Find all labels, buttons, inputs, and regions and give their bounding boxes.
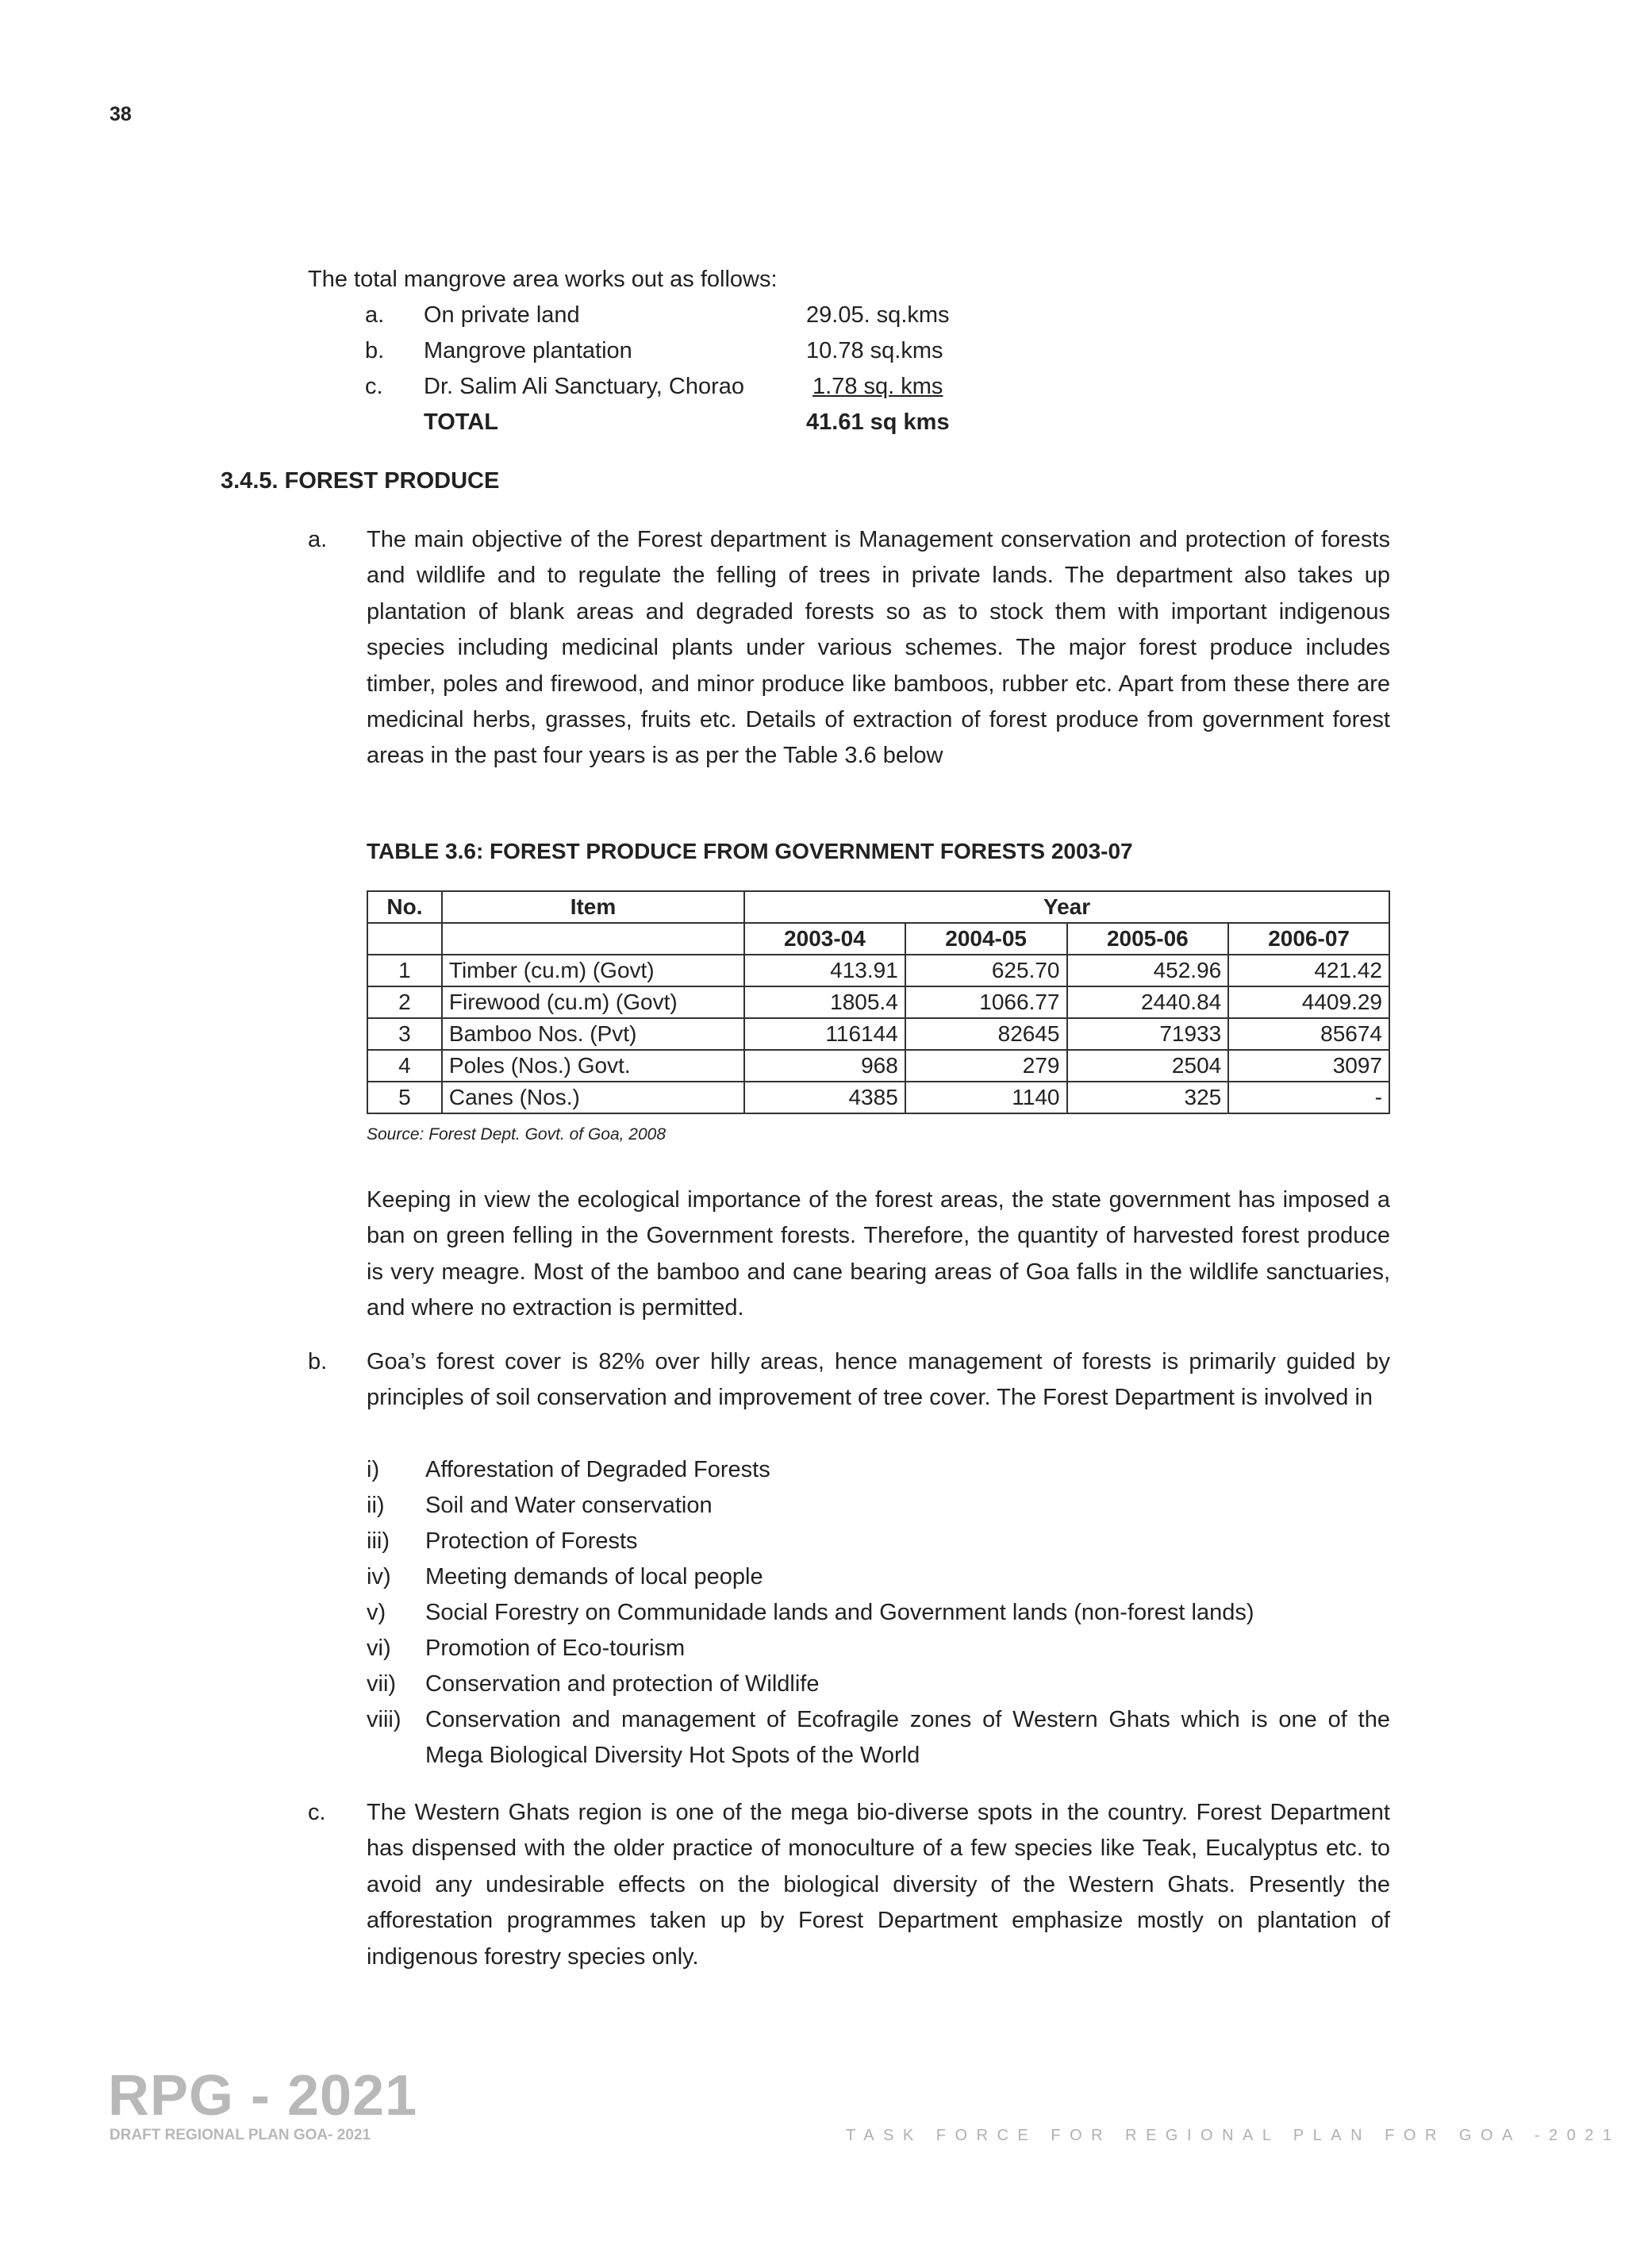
header-year-cell: 2005-06 <box>1067 923 1229 955</box>
list-item-text: Social Forestry on Communidade lands and Government lands (non-forest lands) <box>425 1600 1254 1625</box>
footer-subtitle: DRAFT REGIONAL PLAN GOA- 2021 <box>109 2127 371 2143</box>
table-row <box>367 955 1389 986</box>
row-value: 421.42 <box>1228 955 1389 986</box>
list-item-text: Afforestation of Degraded Forests <box>425 1457 770 1482</box>
row-value: 452.96 <box>1067 955 1229 986</box>
mangrove-intro: The total mangrove area works out as follows: <box>308 267 778 292</box>
row-value: 71933 <box>1067 1018 1229 1050</box>
row-label: Mangrove plantation <box>424 338 632 363</box>
row-value: 968 <box>744 1050 905 1082</box>
row-value: - <box>1228 1082 1389 1113</box>
row-marker: a. <box>365 302 385 328</box>
row-no: 5 <box>367 1082 442 1113</box>
table-row <box>367 1082 1389 1113</box>
row-item: Timber (cu.m) (Govt) <box>442 955 744 986</box>
row-item: Bamboo Nos. (Pvt) <box>442 1018 744 1050</box>
header-year-cell: 2004-05 <box>905 923 1067 955</box>
list-item-number: ii) <box>367 1493 385 1518</box>
list-item-text: Promotion of Eco-tourism <box>425 1636 686 1661</box>
para-after-table: Keeping in view the ecological importance of the forest areas, the state government has imposed a ban on green felling in the Government forests. Therefore, the quantity of harvested forest produce is very meagre. Most of the bamboo and cane bearing areas of Goa falls in the wildlife sanctuaries, and where no extraction is permitted. <box>367 1187 1390 1321</box>
para-a-text: The main objective of the Forest department is Management conservation and protection of forests and wildlife and to regulate the felling of trees in private lands. The department also takes up plantation of blank areas and degraded forests so as to stock them with important indigenous species including medicinal plants under various schemes. The major forest produce includes timber, poles and firewood, and minor produce like bamboos, rubber etc. Apart from these there are medicinal herbs, grasses, fruits etc. Details of extraction of forest produce from government forest areas in the past four years is as per the Table 3.6 below <box>367 527 1390 769</box>
para-b-text: Goa’s forest cover is 82% over hilly areas, hence management of forests is primarily guided by principles of soil conservation and improvement of tree cover. The Forest Department is involved in <box>367 1349 1390 1411</box>
mangrove-total-row <box>365 405 1000 440</box>
row-no: 3 <box>367 1018 442 1050</box>
section-heading: 3.4.5. FOREST PRODUCE <box>221 468 500 494</box>
row-item: Firewood (cu.m) (Govt) <box>442 986 744 1018</box>
row-value: 1140 <box>905 1082 1067 1113</box>
header-empty <box>367 923 442 955</box>
table-title: TABLE 3.6: FOREST PRODUCE FROM GOVERNMENT FORESTS 2003-07 <box>367 839 1133 863</box>
list-item-number: v) <box>367 1600 386 1625</box>
row-value: 3097 <box>1228 1050 1389 1082</box>
header-year-cell: 2006-07 <box>1228 923 1389 955</box>
row-value: 85674 <box>1228 1018 1389 1050</box>
para-b-marker: b. <box>308 1349 328 1374</box>
list-item-number: iii) <box>367 1528 390 1554</box>
list-item-text: Soil and Water conservation <box>425 1493 713 1518</box>
row-no: 1 <box>367 955 442 986</box>
footer-logo: RPG - 2021 <box>108 2064 418 2128</box>
row-value: 4409.29 <box>1228 986 1389 1018</box>
mangrove-row <box>365 333 1000 369</box>
para-a-marker: a. <box>308 527 328 552</box>
list-item-number: vii) <box>367 1671 397 1697</box>
header-item: Item <box>442 891 744 923</box>
mangrove-row <box>365 369 1000 405</box>
row-value: 1805.4 <box>744 986 905 1018</box>
table-year-row <box>367 923 1389 955</box>
list-item-text: Meeting demands of local people <box>425 1564 763 1590</box>
row-value: 29.05. sq.kms <box>806 302 950 328</box>
row-value: 1.78 sq. kms <box>812 374 943 399</box>
list-item-number: viii) <box>367 1707 401 1732</box>
row-value: 1066.77 <box>905 986 1067 1018</box>
header-year: Year <box>744 891 1389 923</box>
row-value: 116144 <box>744 1018 905 1050</box>
header-no: No. <box>367 891 442 923</box>
row-value: 325 <box>1067 1082 1229 1113</box>
row-value: 10.78 sq.kms <box>806 338 943 363</box>
list-item-number: i) <box>367 1457 380 1482</box>
page-number: 38 <box>109 103 132 125</box>
table-row <box>367 1018 1389 1050</box>
total-label: TOTAL <box>424 409 498 435</box>
header-year-cell: 2003-04 <box>744 923 905 955</box>
row-no: 4 <box>367 1050 442 1082</box>
row-value: 2504 <box>1067 1050 1229 1082</box>
table-row <box>367 986 1389 1018</box>
list-item-text: Conservation and management of Ecofragile zones of Western Ghats which is one of the Mega Biological Diversity Hot Spots of the World <box>425 1707 1390 1769</box>
row-no: 2 <box>367 986 442 1018</box>
para-c-text: The Western Ghats region is one of the mega bio-diverse spots in the country. Forest Department has dispensed with the older practice of monoculture of a few species like Teak, Eucalyptus etc. to avoid any undesirable effects on the biological diversity of the Western Ghats. Presently the afforestation programmes taken up by Forest Department emphasize mostly on plantation of indigenous forestry species only. <box>367 1800 1390 1970</box>
table-row <box>367 1050 1389 1082</box>
forest-produce-table <box>367 890 1390 1114</box>
para-c-marker: c. <box>308 1800 326 1825</box>
row-marker: b. <box>365 338 385 363</box>
list-item-number: iv) <box>367 1564 391 1590</box>
list-item-number: vi) <box>367 1636 391 1661</box>
row-value: 625.70 <box>905 955 1067 986</box>
row-value: 4385 <box>744 1082 905 1113</box>
header-empty <box>442 923 744 955</box>
row-marker: c. <box>365 374 383 399</box>
row-item: Canes (Nos.) <box>442 1082 744 1113</box>
row-label: On private land <box>424 302 580 328</box>
table-header-row <box>367 891 1389 923</box>
list-item-text: Protection of Forests <box>425 1528 638 1554</box>
table-source: Source: Forest Dept. Govt. of Goa, 2008 <box>367 1125 667 1144</box>
list-item-text: Conservation and protection of Wildlife <box>425 1671 820 1697</box>
row-value: 82645 <box>905 1018 1067 1050</box>
row-label: Dr. Salim Ali Sanctuary, Chorao <box>424 374 745 399</box>
row-value: 413.91 <box>744 955 905 986</box>
row-value: 2440.84 <box>1067 986 1229 1018</box>
row-item: Poles (Nos.) Govt. <box>442 1050 744 1082</box>
footer-right-text: TASK FORCE FOR REGIONAL PLAN FOR GOA -2021 <box>846 2127 1621 2144</box>
total-value: 41.61 sq kms <box>806 409 950 435</box>
mangrove-row <box>365 298 1000 333</box>
row-value: 279 <box>905 1050 1067 1082</box>
